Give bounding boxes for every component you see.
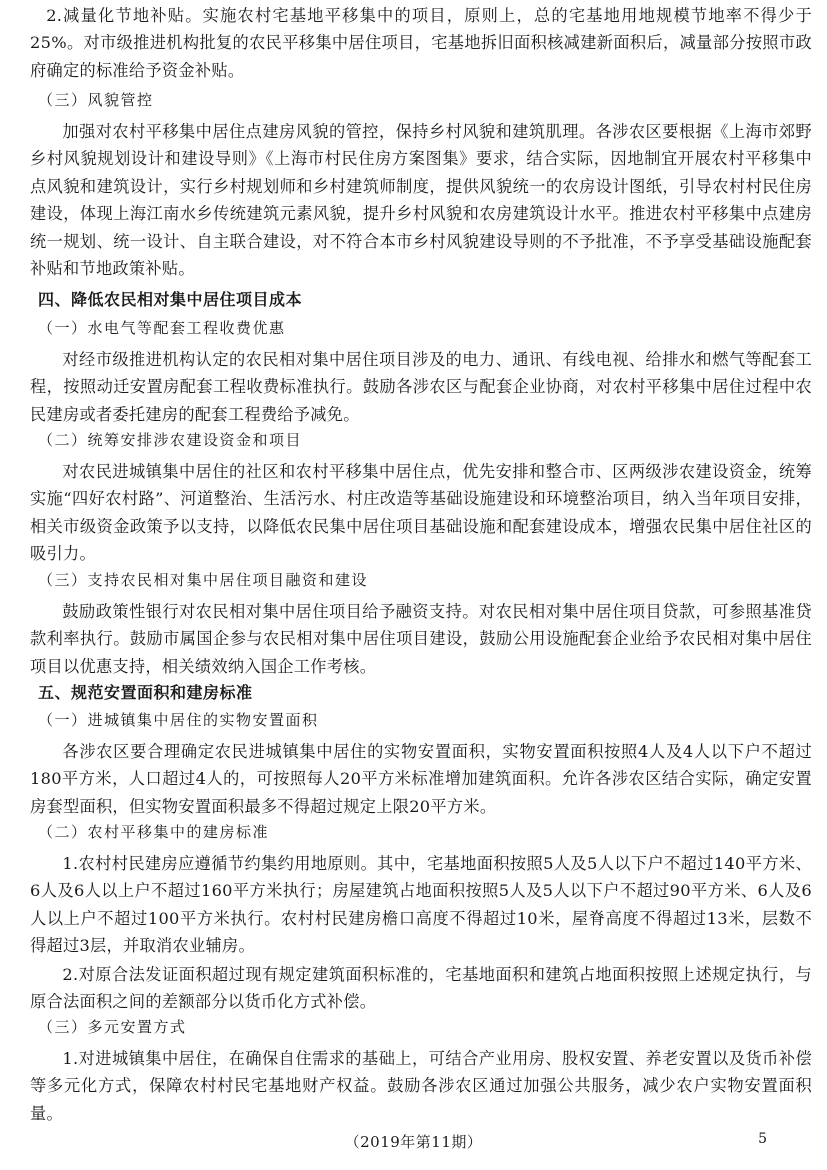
subheading-building-standard: （二）农村平移集中的建房标准	[38, 823, 270, 841]
paragraph-financing: 鼓励政策性银行对农民相对集中居住项目给予融资支持。对农民相对集中居住项目贷款，可参照基准贷款利率执行。鼓励市属国企参与农民相对集中居住项目建设，鼓励公用设施配套企业给予农民相对集中居住项目以优惠支持，相关绩效纳入国企工作考核。	[30, 602, 812, 676]
subheading-financing: （三）支持农民相对集中居住项目融资和建设	[38, 571, 369, 589]
paragraph-building-standard-1: 1.农村村民建房应遵循节约集约用地原则。其中，宅基地面积按照5人及5人以下户不超过140平方米、6人及6人以上户不超过160平方米执行；房屋建筑占地面积按照5人及5人以下户不超过90平方米、6人及6人以上户不超过100平方米执行。农村村民建房檐口高度不得超过10米，屋脊高度不得超过13米，层数不得超过3层，并取消农业辅房。	[30, 854, 812, 956]
paragraph-funds: 对农民进城镇集中居住的社区和农村平移集中居住点，优先安排和整合市、区两级涉农建设资金，统筹实施“四好农村路”、河道整治、生活污水、村庄改造等基础设施建设和环境整治项目，纳入当年项目安排，相关市级资金政策予以支持，以降低农民集中居住项目基础设施和配套建设成本，增强农民集中居住社区的吸引力。	[30, 462, 812, 564]
paragraph-placement-area: 各涉农区要合理确定农民进城镇集中居住的实物安置面积，实物安置面积按照4人及4人以下户不超过180平方米，人口超过4人的，可按照每人20平方米标准增加建筑面积。允许各涉农区结合实际，确定安置房套型面积，但实物安置面积最多不得超过规定上限20平方米。	[30, 742, 812, 816]
paragraph-style-control: 加强对农村平移集中居住点建房风貌的管控，保持乡村风貌和建筑肌理。各涉农区要根据《上海市郊野乡村风貌规划设计和建设导则》《上海市村民住房方案图集》要求，结合实际，因地制宜开展农村平移集中点风貌和建筑设计，实行乡村规划师和乡村建筑师制度，提供风貌统一的农房设计图纸，引导农村村民住房建设，体现上海江南水乡传统建筑元素风貌，提升乡村风貌和农房建筑设计水平。推进农村平移集中点建房统一规划、统一设计、自主联合建设，对不符合本市乡村风貌建设导则的不予批准，不予享受基础设施配套补贴和节地政策补贴。	[30, 122, 812, 279]
section-heading-5: 五、规范安置面积和建房标准	[38, 683, 253, 702]
paragraph-diverse-placement: 1.对进城镇集中居住，在确保自住需求的基础上，可结合产业用房、股权安置、养老安置以及货币补偿等多元化方式，保障农村村民宅基地财产权益。鼓励各涉农区通过加强公共服务，减少农户实物安置面积量。	[30, 1049, 812, 1123]
section-heading-4: 四、降低农民相对集中居住项目成本	[38, 290, 303, 309]
paragraph-building-standard-2: 2.对原合法发证面积超过现有规定建筑面积标准的，宅基地面积和建筑占地面积按照上述规定执行，与原合法面积之间的差额部分以货币化方式补偿。	[30, 965, 812, 1012]
page-number: 5	[758, 1131, 767, 1147]
subheading-utilities: （一）水电气等配套工程收费优惠	[38, 319, 286, 337]
subheading-diverse-placement: （三）多元安置方式	[38, 1018, 187, 1036]
footer-issue-label: （2019年第11期）	[344, 1133, 483, 1151]
subheading-funds: （二）统筹安排涉农建设资金和项目	[38, 431, 303, 449]
paragraph-utilities: 对经市级推进机构认定的农民相对集中居住项目涉及的电力、通讯、有线电视、给排水和燃气等配套工程，按照动迁安置房配套工程收费标准执行。鼓励各涉农区与配套企业协商，对农村平移集中居住过程中农民建房或者委托建房的配套工程费给予减免。	[30, 350, 812, 424]
subheading-style-control: （三）风貌管控	[38, 91, 154, 109]
subheading-placement-area: （一）进城镇集中居住的实物安置面积	[38, 711, 319, 729]
paragraph-land-saving-subsidy: 2.减量化节地补贴。实施农村宅基地平移集中的项目，原则上，总的宅基地用地规模节地率不得少于25%。对市级推进机构批复的农民平移集中居住项目，宅基地拆旧面积核减建新面积后，减量部分按照市政府确定的标准给予资金补贴。	[30, 6, 812, 80]
